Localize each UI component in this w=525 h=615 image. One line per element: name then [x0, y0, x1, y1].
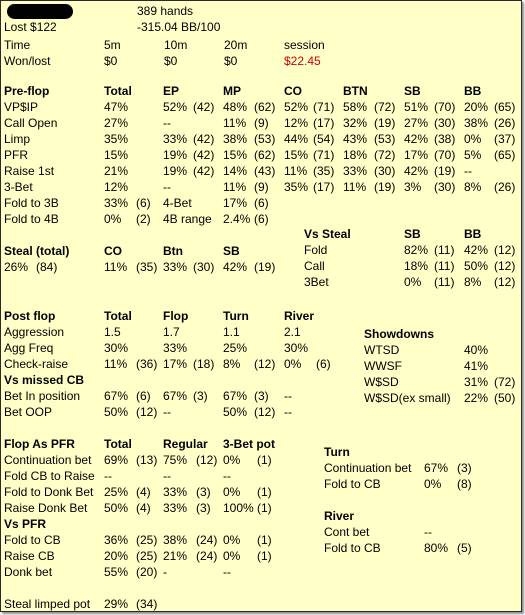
postflop-title: Post flop [4, 309, 56, 323]
vs-steal-bb-n: (12) [494, 275, 516, 289]
preflop-bb-n: (65) [494, 148, 516, 162]
fold-to-4b-n: (2) [136, 212, 151, 226]
vs-steal-title: Vs Steal [304, 227, 351, 241]
fold-to-3b-val: 33% [104, 196, 129, 210]
showdown-label: W$SD [364, 375, 399, 389]
preflop-bb: 8% [464, 180, 482, 194]
preflop-mp-n: (9) [254, 116, 269, 130]
flop-pfr-3bet-n: (1) [257, 501, 272, 515]
preflop-bb: 20% [464, 100, 489, 114]
preflop-sb-n: (38) [434, 132, 456, 146]
steal-title: Steal (total) [4, 244, 70, 258]
preflop-row-label: Limp [4, 132, 31, 146]
flop-pfr-regular-n: (3) [196, 485, 211, 499]
bet-ip-flop: 67% [163, 389, 188, 403]
vs-steal-sb: 82% [404, 243, 429, 257]
flop-pfr-total: 25% [104, 485, 129, 499]
preflop-mp: 15% [223, 148, 248, 162]
preflop-sb-n: (30) [434, 116, 456, 130]
turn-val: 0% [424, 477, 442, 491]
flop-pfr-regular: 75% [163, 453, 188, 467]
flop-pfr-3bet: 0% [223, 485, 241, 499]
turn-row-label: Fold to CB [324, 477, 381, 491]
preflop-total: 35% [104, 132, 129, 146]
preflop-btn: 11% [343, 180, 367, 194]
bet-ip-label: Bet In position [4, 389, 81, 403]
river-title: River [324, 509, 355, 523]
aggression-flop: 1.7 [163, 325, 180, 339]
preflop-mp: 14% [223, 164, 248, 178]
four-bet-n: (6) [254, 196, 269, 210]
aggfreq-river: 30% [284, 341, 309, 355]
preflop-row-label: Call Open [4, 116, 58, 130]
time-col-0: 5m [104, 38, 121, 52]
steal-col-sb: SB [223, 244, 240, 258]
showdown-val: 40% [464, 343, 489, 357]
four-bet-range-n: (6) [254, 212, 269, 226]
steal-sb: 42% [223, 260, 248, 274]
flop-pfr-3bet: 0% [223, 549, 241, 563]
flop-pfr-row-label: Raise Donk Bet [4, 501, 88, 515]
bet-ip-river: -- [284, 389, 292, 403]
preflop-col-4: BTN [343, 84, 368, 98]
preflop-sb: 42% [404, 164, 429, 178]
river-row-label: Cont bet [324, 525, 370, 539]
lost-amount: Lost $122 [4, 20, 57, 34]
preflop-btn-n: (19) [374, 116, 396, 130]
flop-pfr-total-n: (4) [136, 485, 151, 499]
aggression-total: 1.5 [104, 325, 121, 339]
preflop-sb: 51% [404, 100, 429, 114]
showdown-label: WWSF [364, 359, 402, 373]
preflop-col-5: SB [404, 84, 421, 98]
vs-steal-row-label: 3Bet [304, 275, 329, 289]
preflop-co-n: (71) [313, 148, 335, 162]
preflop-bb: -- [464, 164, 472, 178]
vs-pfr-title: Vs PFR [4, 517, 47, 531]
preflop-sb: 27% [404, 116, 429, 130]
four-bet-val: 17% [223, 196, 248, 210]
flop-pfr-total: -- [104, 469, 112, 483]
vs-steal-col-sb: SB [404, 227, 421, 241]
wonlost-val-2: $0 [224, 54, 238, 68]
flop-pfr-regular: 33% [163, 485, 188, 499]
flop-pfr-col-regular: Regular [163, 437, 208, 451]
checkraise-total-n: (36) [136, 357, 158, 371]
preflop-sb-n: (30) [434, 180, 456, 194]
vs-steal-bb: 42% [464, 243, 489, 257]
preflop-sb: 3% [404, 180, 422, 194]
aggression-turn: 1.1 [223, 325, 240, 339]
turn-n: (3) [457, 461, 472, 475]
preflop-bb: 38% [464, 116, 489, 130]
flop-pfr-regular: 33% [163, 501, 188, 515]
flop-pfr-regular: -- [163, 469, 171, 483]
showdown-n: (72) [494, 375, 516, 389]
preflop-mp-n: (62) [254, 100, 276, 114]
showdown-val: 22% [464, 391, 489, 405]
river-row-label: Fold to CB [324, 541, 381, 555]
steal-limped-label: Steal limped pot [4, 597, 91, 611]
flop-pfr-total: 50% [104, 501, 129, 515]
preflop-bb: 5% [464, 148, 482, 162]
preflop-bb-n: (65) [494, 100, 516, 114]
preflop-total: 21% [104, 164, 129, 178]
showdown-n: (50) [494, 391, 516, 405]
bb-per-100: -315.04 BB/100 [137, 20, 221, 34]
preflop-mp: 48% [223, 100, 248, 114]
preflop-co-n: (71) [313, 100, 335, 114]
preflop-btn: 58% [343, 100, 368, 114]
turn-row-label: Continuation bet [324, 461, 412, 475]
vs-missed-cb-title: Vs missed CB [4, 373, 85, 387]
preflop-co-n: (17) [313, 180, 335, 194]
vs-steal-sb-n: (11) [434, 275, 455, 289]
flop-pfr-row-label: Fold CB to Raise [4, 469, 95, 483]
steal-total: 26% [4, 260, 29, 274]
postflop-col-2: Turn [223, 309, 249, 323]
flop-pfr-3bet: 0% [223, 533, 241, 547]
showdown-label: W$SD(ex small) [364, 391, 451, 405]
steal-col-co: CO [104, 244, 122, 258]
bet-ip-total: 67% [104, 389, 129, 403]
aggression-river: 2.1 [284, 325, 301, 339]
flop-pfr-3bet-n: (1) [257, 549, 272, 563]
preflop-col-1: EP [163, 84, 180, 98]
preflop-co: 11% [284, 164, 308, 178]
checkraise-turn-n: (12) [254, 357, 276, 371]
preflop-bb-n: (26) [494, 116, 516, 130]
vs-steal-bb-n: (12) [494, 259, 516, 273]
flop-pfr-regular: - [163, 565, 167, 579]
checkraise-turn: 8% [223, 357, 241, 371]
preflop-btn-n: (19) [374, 180, 396, 194]
vs-steal-sb-n: (11) [434, 259, 455, 273]
flop-pfr-3bet: 0% [223, 453, 241, 467]
checkraise-flop: 17% [163, 357, 188, 371]
four-bet-range-val: 2.4% [223, 212, 251, 226]
preflop-row-label: VP$IP [4, 100, 39, 114]
bet-ip-turn: 67% [223, 389, 248, 403]
flop-pfr-total: 20% [104, 549, 129, 563]
checkraise-label: Check-raise [4, 357, 69, 371]
vs-steal-row-label: Fold [304, 243, 328, 257]
flop-pfr-title: Flop As PFR [4, 437, 75, 451]
flop-pfr-regular-n: (24) [196, 533, 218, 547]
flop-pfr-total-n: (25) [136, 549, 158, 563]
flop-pfr-row-label: Fold to Donk Bet [4, 485, 94, 499]
preflop-mp-n: (43) [254, 164, 276, 178]
preflop-ep-n: (42) [193, 132, 215, 146]
postflop-col-0: Total [104, 309, 132, 323]
flop-pfr-total: 36% [104, 533, 129, 547]
checkraise-flop-n: (18) [193, 357, 215, 371]
preflop-co: 35% [284, 180, 309, 194]
postflop-col-3: River [284, 309, 315, 323]
four-bet-range-label: 4B range [163, 212, 212, 226]
bet-oop-total-n: (12) [136, 405, 158, 419]
flop-pfr-3bet: -- [223, 565, 231, 579]
vs-steal-sb: 0% [404, 275, 422, 289]
time-col-2: 20m [224, 38, 248, 52]
wonlost-val-1: $0 [164, 54, 178, 68]
fold-to-3b-n: (6) [136, 196, 151, 210]
aggfreq-turn: 25% [223, 341, 248, 355]
flop-pfr-3bet-n: (1) [257, 485, 272, 499]
vs-steal-col-bb: BB [464, 227, 482, 241]
bet-oop-river: -- [284, 405, 292, 419]
preflop-btn-n: (53) [374, 132, 396, 146]
preflop-col-0: Total [104, 84, 132, 98]
fold-to-4b-label: Fold to 4B [4, 212, 59, 226]
postflop-col-1: Flop [163, 309, 189, 323]
checkraise-river-n: (6) [316, 357, 331, 371]
bet-ip-turn-n: (3) [254, 389, 269, 403]
preflop-ep: 52% [163, 100, 188, 114]
flop-pfr-total: 69% [104, 453, 129, 467]
steal-limped-n: (34) [136, 597, 158, 611]
fold-to-4b-val: 0% [104, 212, 122, 226]
preflop-co: 12% [284, 116, 309, 130]
preflop-ep: -- [163, 180, 171, 194]
preflop-total: 15% [104, 148, 129, 162]
preflop-mp-n: (62) [254, 148, 276, 162]
flop-pfr-total-n: (13) [136, 453, 158, 467]
preflop-total: 47% [104, 100, 129, 114]
redacted-player-name [7, 4, 73, 19]
flop-pfr-total-n: (4) [136, 501, 151, 515]
preflop-mp-n: (53) [254, 132, 276, 146]
flop-pfr-3bet: -- [223, 469, 231, 483]
bet-oop-turn-n: (12) [254, 405, 276, 419]
preflop-co-n: (35) [313, 164, 335, 178]
flop-pfr-3bet-n: (1) [257, 533, 272, 547]
preflop-ep-n: (42) [193, 148, 215, 162]
time-col-3: session [284, 38, 325, 52]
turn-val: 67% [424, 461, 449, 475]
preflop-btn: 18% [343, 148, 368, 162]
preflop-mp: 38% [223, 132, 248, 146]
vs-steal-sb: 18% [404, 259, 429, 273]
aggfreq-flop: 33% [163, 341, 188, 355]
preflop-co: 44% [284, 132, 309, 146]
flop-pfr-3bet-n: (1) [257, 453, 272, 467]
flop-pfr-row-label: Fold to CB [4, 533, 61, 547]
preflop-ep: 19% [163, 148, 188, 162]
preflop-bb-n: (37) [494, 132, 516, 146]
steal-sb-n: (19) [254, 260, 276, 274]
preflop-row-label: PFR [4, 148, 28, 162]
flop-pfr-total: 55% [104, 565, 129, 579]
time-label: Time [4, 38, 31, 52]
flop-pfr-row-label: Donk bet [4, 565, 53, 579]
aggfreq-total: 30% [104, 341, 129, 355]
flop-pfr-total-n: (25) [136, 533, 158, 547]
flop-pfr-col-total: Total [104, 437, 132, 451]
flop-pfr-regular-n: (24) [196, 549, 218, 563]
aggression-label: Aggression [4, 325, 65, 339]
showdown-val: 41% [464, 359, 489, 373]
flop-pfr-row-label: Raise CB [4, 549, 55, 563]
preflop-sb-n: (70) [434, 100, 456, 114]
preflop-row-label: 3-Bet [4, 180, 33, 194]
flop-pfr-3bet: 100% [223, 501, 254, 515]
turn-n: (8) [457, 477, 472, 491]
preflop-btn: 32% [343, 116, 368, 130]
preflop-ep: -- [163, 116, 171, 130]
wonlost-label: Won/lost [4, 54, 51, 68]
bet-oop-turn: 50% [223, 405, 248, 419]
preflop-sb: 42% [404, 132, 429, 146]
flop-pfr-row-label: Continuation bet [4, 453, 92, 467]
preflop-total: 12% [104, 180, 129, 194]
river-val: -- [424, 525, 432, 539]
steal-btn-n: (30) [193, 260, 215, 274]
preflop-btn-n: (30) [374, 164, 396, 178]
bet-oop-flop: -- [163, 405, 171, 419]
flop-pfr-col-3bet: 3-Bet pot [223, 437, 275, 451]
preflop-sb: 17% [404, 148, 429, 162]
preflop-ep: 33% [163, 132, 188, 146]
preflop-ep-n: (42) [193, 164, 215, 178]
preflop-ep-n: (42) [193, 100, 215, 114]
showdown-val: 31% [464, 375, 489, 389]
preflop-mp-n: (9) [254, 180, 269, 194]
preflop-sb-n: (19) [434, 164, 456, 178]
hands-count: 389 hands [137, 4, 194, 18]
flop-pfr-regular-n: (3) [196, 501, 211, 515]
preflop-title: Pre-flop [4, 84, 50, 98]
vs-steal-bb: 50% [464, 259, 489, 273]
preflop-col-2: MP [223, 84, 241, 98]
preflop-row-label: Raise 1st [4, 164, 55, 178]
preflop-bb-n: (26) [494, 180, 516, 194]
four-bet-label: 4-Bet [163, 196, 192, 210]
preflop-co-n: (54) [313, 132, 335, 146]
preflop-col-3: CO [284, 84, 302, 98]
steal-limped-val: 29% [104, 597, 129, 611]
vs-steal-sb-n: (11) [434, 243, 455, 257]
aggfreq-label: Agg Freq [4, 341, 54, 355]
time-col-1: 10m [164, 38, 188, 52]
preflop-btn-n: (72) [374, 100, 396, 114]
preflop-total: 27% [104, 116, 129, 130]
fold-to-3b-label: Fold to 3B [4, 196, 59, 210]
flop-pfr-total-n: (20) [136, 565, 158, 579]
vs-steal-row-label: Call [304, 259, 325, 273]
river-n: (5) [457, 541, 472, 555]
steal-co-n: (35) [136, 260, 158, 274]
preflop-btn: 43% [343, 132, 368, 146]
flop-pfr-regular: 38% [163, 533, 188, 547]
bet-oop-total: 50% [104, 405, 129, 419]
river-val: 80% [424, 541, 449, 555]
preflop-col-6: BB [464, 84, 482, 98]
turn-title: Turn [324, 445, 350, 459]
preflop-co: 15% [284, 148, 309, 162]
checkraise-total: 11% [104, 357, 128, 371]
steal-co: 11% [104, 260, 128, 274]
steal-total-n: (84) [36, 260, 58, 274]
showdowns-title: Showdowns [364, 327, 434, 341]
vs-steal-bb: 8% [464, 275, 482, 289]
showdown-label: WTSD [364, 343, 400, 357]
preflop-bb: 0% [464, 132, 482, 146]
bet-ip-flop-n: (3) [193, 389, 208, 403]
checkraise-river: 0% [284, 357, 302, 371]
preflop-mp: 11% [223, 116, 247, 130]
wonlost-val-3: $22.45 [284, 54, 321, 68]
preflop-mp: 11% [223, 180, 247, 194]
preflop-btn-n: (72) [374, 148, 396, 162]
bet-oop-label: Bet OOP [4, 405, 53, 419]
vs-steal-bb-n: (12) [494, 243, 516, 257]
preflop-co-n: (17) [313, 116, 335, 130]
bet-ip-total-n: (6) [136, 389, 151, 403]
steal-col-btn: Btn [163, 244, 183, 258]
flop-pfr-regular-n: (12) [196, 453, 218, 467]
preflop-co: 52% [284, 100, 309, 114]
wonlost-val-0: $0 [104, 54, 118, 68]
flop-pfr-regular: 21% [163, 549, 188, 563]
preflop-sb-n: (70) [434, 148, 456, 162]
steal-btn: 33% [163, 260, 188, 274]
preflop-btn: 33% [343, 164, 368, 178]
preflop-ep: 19% [163, 164, 188, 178]
